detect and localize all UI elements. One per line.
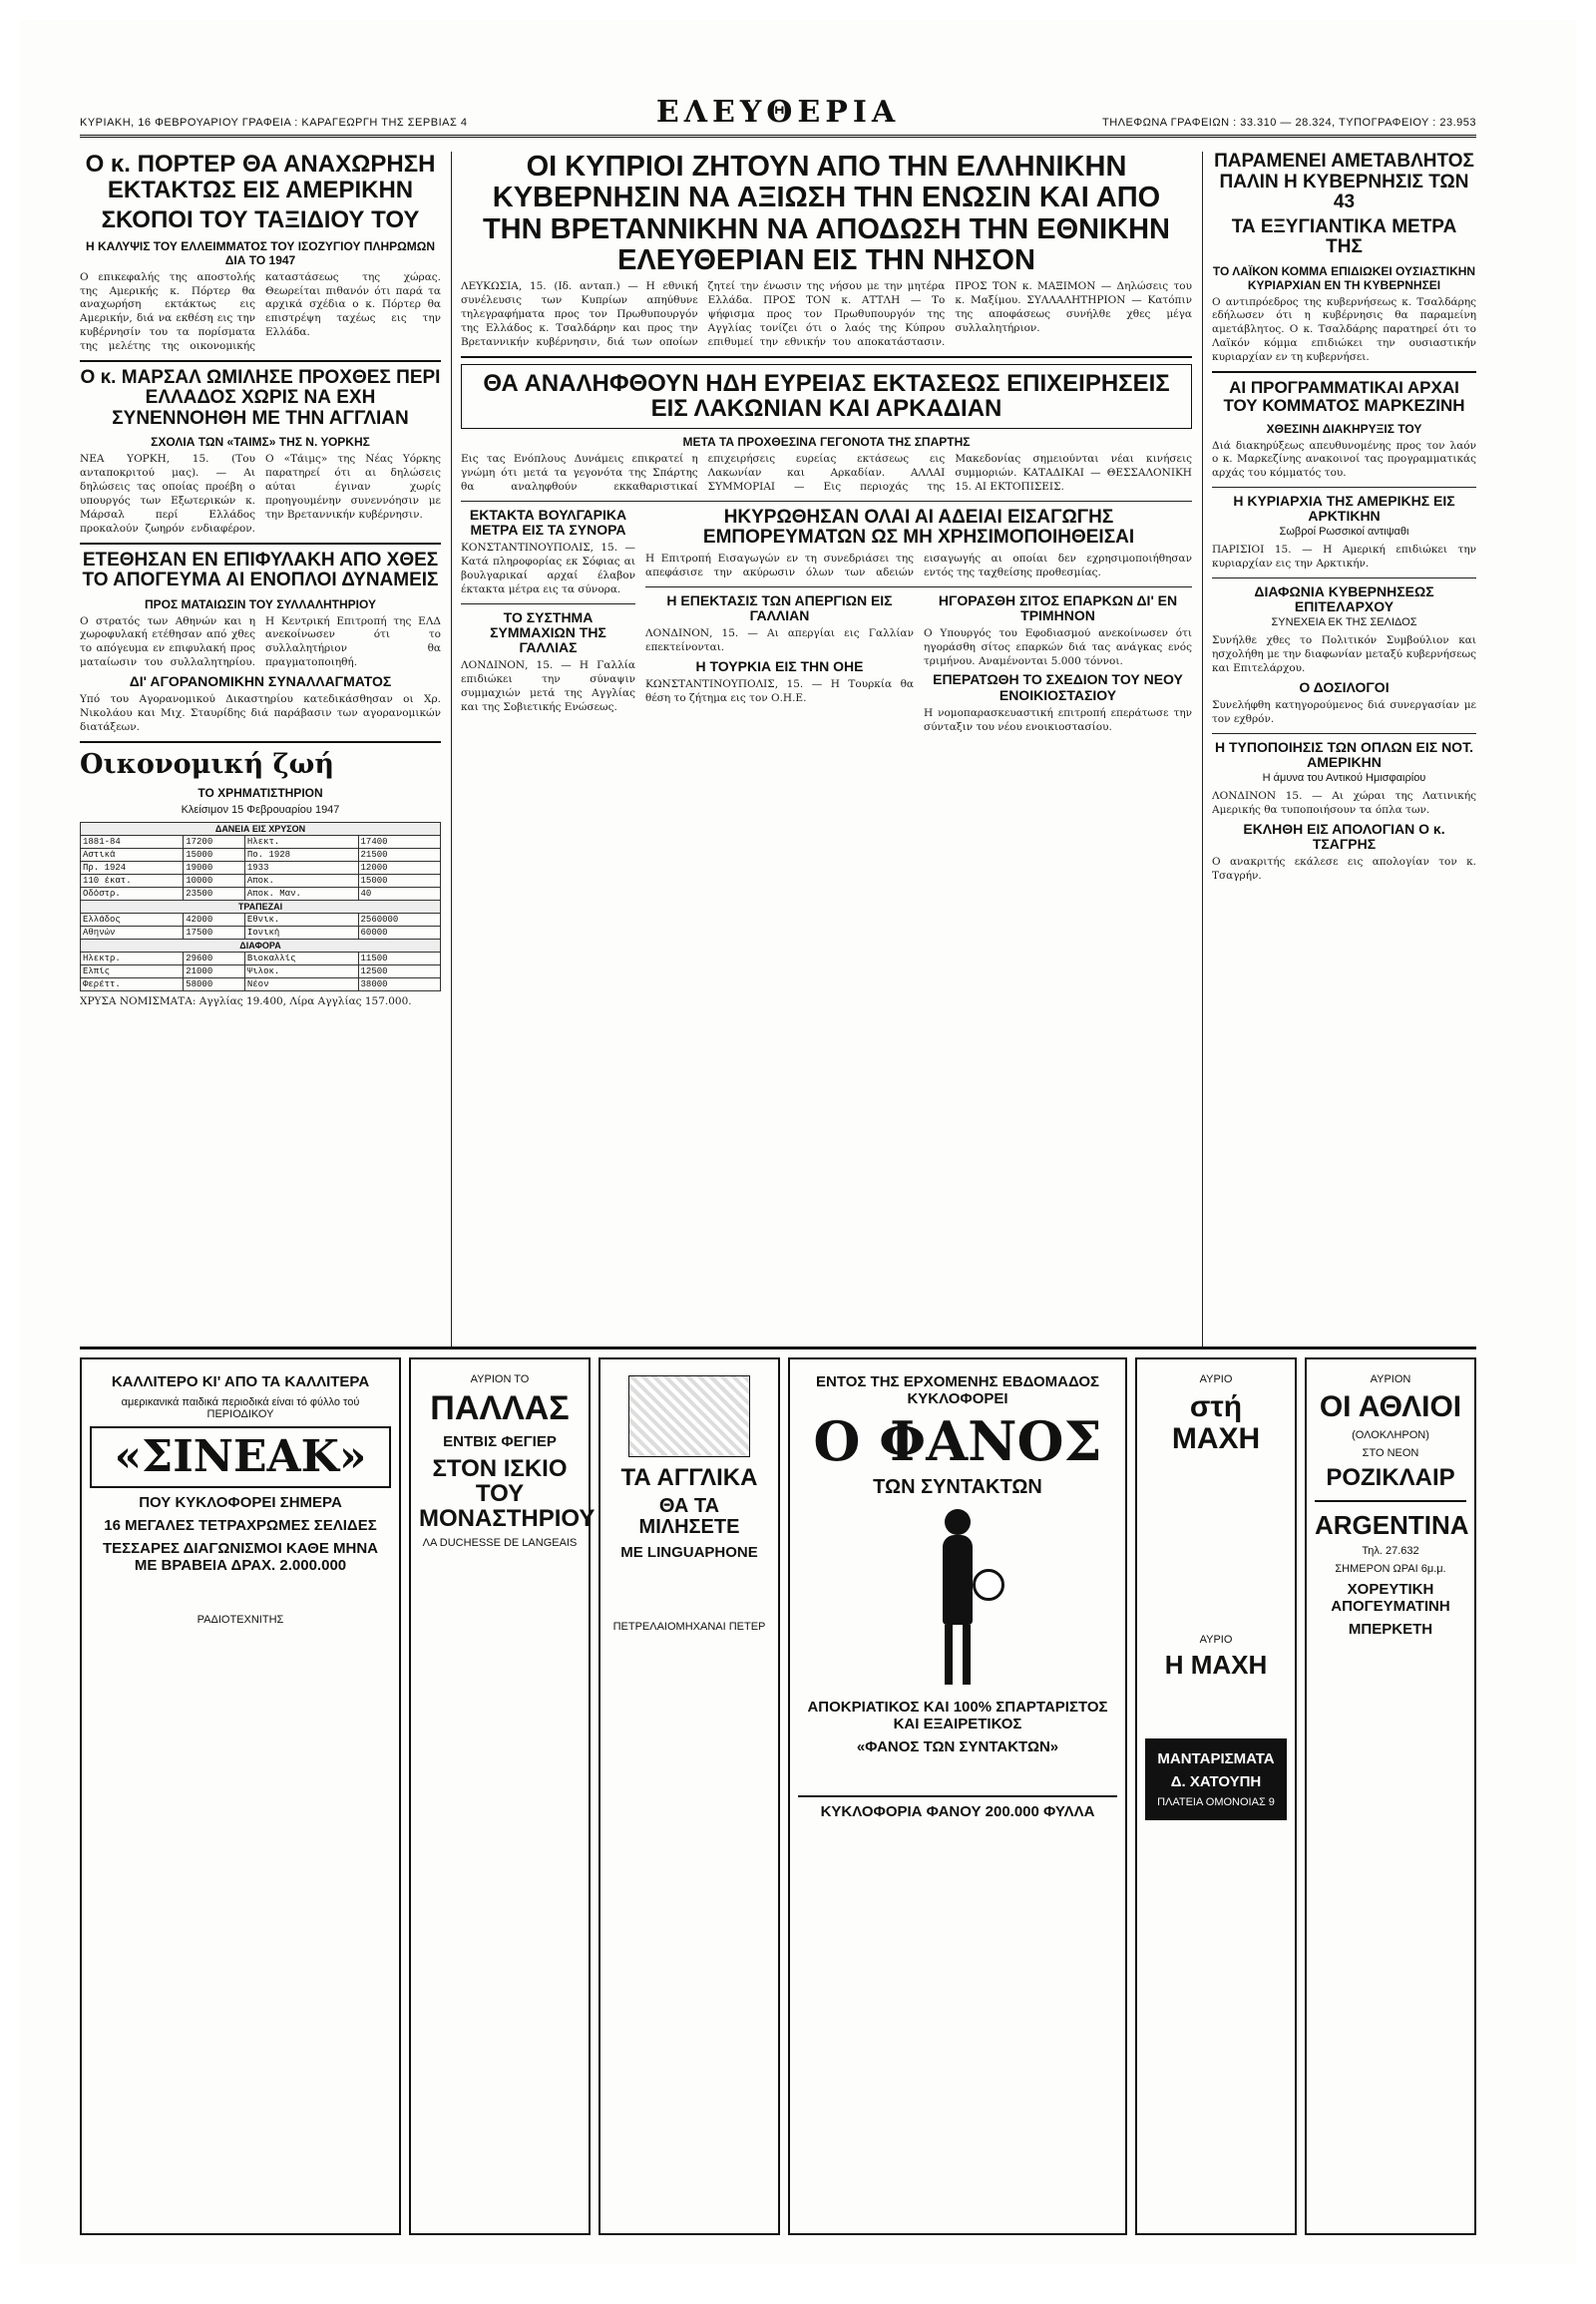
newspaper-page <box>20 20 1576 2264</box>
column-divider <box>451 152 452 1348</box>
table-row <box>81 926 441 939</box>
collaborators-article: Συνελήφθη κατηγορούμενος διά συνεργασίαν με τον εχθρόν. <box>1212 699 1476 725</box>
divider <box>461 356 1192 358</box>
strikes-article: ΛΟΝΔΙΝΟΝ, 15. — Αι απεργίαι εις Γαλλίαν επεκτείνονται. <box>645 626 914 653</box>
tsagris-article: Ο ανακριτής εκάλεσε εις απολογίαν τον κ. Τσαγρήν. <box>1212 855 1476 882</box>
france-article: ΛΟΝΔΙΝΟΝ, 15. — Η Γαλλία επιδιώκει την σύναψιν συμμαχιών μετά της Αγγλίας και της Σοβιετικής Ενώσεως. <box>461 658 635 713</box>
athlioi-tomorrow: ΑΥΡΙΟΝ <box>1370 1373 1411 1385</box>
table-cell: Ηλεκτρ. <box>81 952 184 964</box>
arcadia-article: Εις τας Ενόπλους Δυνάμεις επικρατεί η γνώμη ότι μετά τα γεγονότα της Σπάρτης θα αναληφθούν εκκαθαριστικαί επιχειρήσεις ευρείας εκτάσεως εις Λακωνίαν και Αρκαδίαν. ΑΛΛΑΙ ΣΥΜΜΟΡΙΑΙ — Εις περιοχάς της Μακεδονίας σημειούνται νέαι κινήσεις συμμοριών. ΚΑΤΑΔΙΚΑΙ — ΘΕΣΣΑΛΟΝΙΚΗ 15. ΑΙ ΕΚΤΟΠΙΣΕΙΣ. <box>461 453 1192 494</box>
weapons-headline: Η ΤΥΠΟΠΟΙΗΣΙΣ ΤΩΝ ΟΠΛΩΝ ΕΙΣ ΝΟΤ. ΑΜΕΡΙΚΗΝ <box>1215 738 1473 770</box>
fanos-name: «ΦΑΝΟΣ ΤΩΝ ΣΥΝΤΑΚΤΩΝ» <box>856 1737 1059 1755</box>
machi-bottom-top: ΑΥΡΙΟ <box>1199 1634 1233 1646</box>
divider <box>1212 577 1476 578</box>
marshall-subheadline: ΣΧΟΛΙΑ ΤΩΝ «ΤΑΙΜΣ» ΤΗΣ Ν. ΥΟΡΚΗΣ <box>151 435 370 450</box>
gov-article: Ο αντιπρόεδρος της κυβερνήσεως κ. Τσαλδάρης εδήλωσεν ότι η κυβέρνησις θα παραμείνη αμετάβλητος. Ο κ. Τσαλδάρης παρατηρεί ότι το Λαϊκόν κόμμα επιδιώκει την ουσιαστικήν κυριαρχίαν εν τη κυβερνήσει. <box>1212 295 1476 364</box>
center-lower <box>461 508 1192 738</box>
divider <box>80 543 441 545</box>
stock-market <box>80 786 441 1009</box>
rent-article: Η νομοπαρασκευαστική επιτροπή επεράτωσε την σύνταξιν του νέου ενοικιοστασίου. <box>924 706 1192 733</box>
sinek-contests: ΤΕΣΣΑΡΕΣ ΔΙΑΓΩΝΙΣΜΟΙ ΚΑΘΕ ΜΗΝΑ ΜΕ ΒΡΑΒΕΙΑ ΔΡΑΧ. 2.000.000 <box>102 1540 379 1575</box>
divider <box>461 603 635 604</box>
table-cell: 10000 <box>184 874 245 887</box>
table-cell: 15000 <box>358 874 440 887</box>
table-cell: Βιοκαλλίς <box>244 952 358 964</box>
table-cell: Ιονική <box>244 926 358 939</box>
athlioi-neo: ΣΤΟ ΝΕΟΝ <box>1362 1446 1419 1459</box>
weapons-subheadline: Η άμυνα του Αντικού Ημισφαιρίου <box>1262 771 1426 784</box>
pallas-title: ΠΑΛΛΑΣ <box>430 1389 570 1427</box>
xatoupis-title: ΜΑΝΤΑΡΙΣΜΑΤΑ <box>1157 1750 1275 1768</box>
table-cell: 60000 <box>358 926 440 939</box>
table-row <box>81 913 441 926</box>
table-cell: 11500 <box>358 952 440 964</box>
table-row <box>81 952 441 964</box>
divider <box>1212 371 1476 373</box>
divider <box>1212 733 1476 734</box>
pallas-ad <box>409 1357 596 2235</box>
xatoupis-ad <box>1145 1738 1287 1820</box>
table-cell: 42000 <box>184 913 245 926</box>
pallas-star: ΕΝΤΒΙΣ ΦΕΓΙΕΡ <box>443 1432 557 1450</box>
table-cell: 40 <box>358 887 440 900</box>
table-row <box>81 848 441 861</box>
masthead <box>80 95 1476 138</box>
strikes-headline: Η ΕΠΕΚΤΑΣΙΣ ΤΩΝ ΑΠΕΡΓΙΩΝ ΕΙΣ ΓΑΛΛΙΑΝ <box>666 591 893 623</box>
sinek-out: ΠΟΥ ΚΥΚΛΟΦΟΡΕΙ ΣΗΜΕΡΑ <box>139 1494 342 1512</box>
fanos-ad <box>788 1357 1127 2235</box>
machi-top: ΑΥΡΙΟ <box>1199 1373 1233 1385</box>
table-cell: 110 έκατ. <box>81 874 184 887</box>
disagreement-headline: ΔΙΑΦΩΝΙΑ ΚΥΒΕΡΝΗΣΕΩΣ ΕΠΙΤΕΛΑΡΧΟΥ <box>1254 583 1434 615</box>
cinema-ad <box>1305 1357 1476 2235</box>
radio-technician: ΡΑΔΙΟΤΕΧΝΙΤΗΣ <box>197 1614 284 1627</box>
markezinis-article: Διά διακηρύξεως απευθυνομένης προς τον λαόν ο κ. Μαρκεζίνης ανακοινοί τας προγραμματικάς αρχάς του κόμματός του. <box>1212 439 1476 480</box>
table-cell: 21500 <box>358 848 440 861</box>
disagreement-subheadline: ΣΥΝΕΧΕΙΑ ΕΚ ΤΗΣ ΣΕΛΙΔΟΣ <box>1271 616 1417 629</box>
column-left <box>80 152 441 1013</box>
engines-note: ΠΕΤΡΕΛΑΙΟΜΗΧΑΝΑΙ ΠΕΤΕΡ <box>612 1621 766 1634</box>
athlioi-cinema: ΡΟΖΙΚΛΑΙΡ <box>1326 1463 1455 1491</box>
table-cell: 21000 <box>184 964 245 977</box>
table-cell: Φερέττ. <box>81 977 184 990</box>
sinek-pages: 16 ΜΕΓΑΛΕΣ ΤΕΤΡΑΧΡΩΜΕΣ ΣΕΛΙΔΕΣ <box>104 1517 377 1535</box>
porter-headline: Ο κ. ΠΟΡΤΕΡ ΘΑ ΑΝΑΧΩΡΗΣΗ ΕΚΤΑΚΤΩΣ ΕΙΣ ΑΜΕΡΙΚΗΝ <box>85 151 436 203</box>
xatoupis-name: Δ. ΧΑΤΟΥΠΗ <box>1170 1773 1262 1791</box>
fanos-sub: ΤΩΝ ΣΥΝΤΑΚΤΩΝ <box>873 1475 1042 1498</box>
divider <box>645 586 1192 587</box>
table-cell: Αστικά <box>81 848 184 861</box>
table-cell: Αποκ. <box>244 874 358 887</box>
table-cell: 29600 <box>184 952 245 964</box>
turkey-headline: Η ΤΟΥΡΚΙΑ ΕΙΣ ΤΗΝ ΟΗΕ <box>695 657 864 674</box>
sinek-title: «ΣΙΝΕΑΚ» <box>90 1426 391 1488</box>
center-lower-right <box>645 508 1192 738</box>
table-row <box>81 874 441 887</box>
gov-headline: ΠΑΡΑΜΕΝΕΙ ΑΜΕΤΑΒΛΗΤΟΣ ΠΑΛΙΝ Η ΚΥΒΕΡΝΗΣΙΣ ΤΩΝ 43 <box>1214 151 1474 213</box>
divider <box>80 741 441 743</box>
divider <box>461 501 1192 502</box>
cyprus-headline: ΟΙ ΚΥΠΡΙΟΙ ΖΗΤΟΥΝ ΑΠΟ ΤΗΝ ΕΛΛΗΝΙΚΗΝ ΚΥΒΕΡΝΗΣΙΝ ΝΑ ΑΞΙΩΣΗ ΤΗΝ ΕΝΩΣΙΝ ΚΑΙ ΑΠΟ ΤΗΝ ΒΡΕΤΑΝΝΙΚΗΝ ΝΑ ΑΠΟΔΩΣΗ ΤΗΝ ΕΘΝΙΚΗΝ ΕΛΕΥΘΕΡΙΑΝ ΕΙΣ ΤΗΝ ΝΗΣΟΝ <box>482 151 1171 276</box>
machi-ad <box>1135 1357 1297 2235</box>
table-cell: 1881-84 <box>81 835 184 848</box>
divider <box>80 360 441 362</box>
table-cell: 12500 <box>358 964 440 977</box>
table-cell: Ψιλοκ. <box>244 964 358 977</box>
argentina-event: ΧΟΡΕΥΤΙΚΗ ΑΠΟΓΕΥΜΑΤΙΝΗ <box>1331 1580 1450 1615</box>
table-cell: 17500 <box>184 926 245 939</box>
stock-table <box>80 822 441 991</box>
arcadia-headline: ΘΑ ΑΝΑΛΗΦΘΟΥΝ ΗΔΗ ΕΥΡΕΙΑΣ ΕΚΤΑΣΕΩΣ ΕΠΙΧΕΙΡΗΣΕΙΣ ΕΙΣ ΛΑΚΩΝΙΑΝ ΚΑΙ ΑΡΚΑΔΙΑΝ <box>483 369 1170 423</box>
marshall-article: ΝΕΑ ΥΟΡΚΗ, 15. (Του ανταποκριτού μας). — Αι δηλώσεις τας οποίας προέβη ο υπουργός των Εξωτερικών κ. Μάρσαλ περί Ελλάδος προκαλούν ζωηρόν ενδιαφέρον. Ο «Τάιμς» της Νέας Υόρκης παρατηρεί ότι αι δηλώσεις αύται έγιναν χωρίς προηγουμένην συνεννόησιν με την Βρεταννικήν κυβέρνησιν. <box>80 453 441 535</box>
table-row <box>81 861 441 874</box>
center-bottom-row <box>645 593 1192 739</box>
wheat-block <box>924 593 1192 739</box>
machi-title: στή ΜΑΧΗ <box>1171 1390 1261 1455</box>
argentina-phone: Τηλ. 27.632 <box>1362 1544 1419 1557</box>
table-cell: Ηλεκτ. <box>244 835 358 848</box>
table-cell: Οδόστρ. <box>81 887 184 900</box>
markezinis-subheadline: ΧΘΕΣΙΝΗ ΔΙΑΚΗΡΥΞΙΣ ΤΟΥ <box>1266 421 1422 436</box>
center-lower-left <box>461 508 635 738</box>
weapons-article: ΛΟΝΔΙΝΟΝ 15. — Αι χώραι της Λατινικής Αμερικής θα τυποποιήσουν τα όπλα των. <box>1212 789 1476 816</box>
arctic-subheadline: Σωβροί Ρωσσικοί αντιψαθι <box>1279 526 1409 539</box>
linguaphone-ad <box>598 1357 780 2235</box>
agoranomia-headline: ΔΙ' ΑΓΟΡΑΝΟΜΙΚΗΝ ΣΥΝΑΛΛΑΓΜΑΤΟΣ <box>129 673 392 690</box>
divider <box>1315 1500 1466 1502</box>
wheat-headline: ΗΓΟΡΑΣΘΗ ΣΙΤΟΣ ΕΠΑΡΚΩΝ ΔΙ' ΕΝ ΤΡΙΜΗΝΟΝ <box>938 591 1178 623</box>
turkey-article: ΚΩΝΣΤΑΝΤΙΝΟΥΠΟΛΙΣ, 15. — Η Τουρκία θα θέση το ζήτημα εις τον Ο.Η.Ε. <box>645 677 914 704</box>
table-row <box>81 835 441 848</box>
porter-subheadline: Η ΚΑΛΥΨΙΣ ΤΟΥ ΕΛΛΕΙΜΜΑΤΟΣ ΤΟΥ ΙΣΟΖΥΓΙΟΥ ΠΛΗΡΩΜΩΝ ΔΙΑ ΤΟ 1947 <box>85 238 436 267</box>
masthead-date-address: ΚΥΡΙΑΚΗ, 16 ΦΕΒΡΟΥΑΡΙΟΥ ΓΡΑΦΕΙΑ : ΚΑΡΑΓΕΩΡΓΗ ΤΗΣ ΣΕΡΒΙΑΣ 4 <box>80 117 468 129</box>
pallas-tomorrow: ΑΥΡΙΟΝ ΤΟ <box>470 1373 530 1385</box>
column-divider <box>1202 152 1203 1348</box>
wheat-article: Ο Υπουργός του Εφοδιασμού ανεκοίνωσεν ότι ηγοράσθη σίτος επαρκών διά τας ανάγκας ενός τριμήνου. Αναμένονται 5.000 τόννοι. <box>924 626 1192 667</box>
collaborators-headline: Ο ΔΟΣΙΛΟΓΟΙ <box>1299 678 1390 695</box>
bulgaria-article: ΚΟΝΣΤΑΝΤΙΝΟΥΠΟΛΙΣ, 15. — Κατά πληροφορίας εκ Σόφιας αι βουλγαρικαί αρχαί έλαβον έκτακτα μέτρα εις τα σύνορα. <box>461 542 635 595</box>
tsagris-headline: ΕΚΛΗΘΗ ΕΙΣ ΑΠΟΛΟΓΙΑΝ Ο κ. ΤΣΑΓΡΗΣ <box>1243 820 1445 852</box>
fanos-note: ΑΠΟΚΡΙΑΤΙΚΟΣ ΚΑΙ 100% ΣΠΑΡΤΑΡΙΣΤΟΣ ΚΑΙ ΕΞΑΙΡΕΤΙΚΟΣ <box>807 1698 1108 1732</box>
table-cell: 38000 <box>358 977 440 990</box>
table-row <box>81 887 441 900</box>
stock-headline: ΤΟ ΧΡΗΜΑΤΙΣΤΗΡΙΟΝ <box>198 785 323 800</box>
fanos-title: Ο ΦΑΝΟΣ <box>813 1409 1102 1473</box>
argentina-today: ΣΗΜΕΡΟΝ ΩΡΑΙ 6μ.μ. <box>1335 1562 1446 1575</box>
rent-headline: ΕΠΕΡΑΤΩΘΗ ΤΟ ΣΧΕΔΙΟΝ ΤΟΥ ΝΕΟΥ ΕΝΟΙΚΙΟΣΤΑΣΙΟΥ <box>933 671 1183 703</box>
agoranomia-article: Υπό του Αγορανομικού Δικαστηρίου κατεδικάσθησαν οι Χρ. Νικολάου και Μιχ. Σταυρίδης διά παράβασιν των αγορανομικών διατάξεων. <box>80 693 441 733</box>
table-cell: Αποκ. Μαν. <box>244 887 358 900</box>
table-cell: 12000 <box>358 861 440 874</box>
imports-headline: ΗΚΥΡΩΘΗΣΑΝ ΟΛΑΙ ΑΙ ΑΔΕΙΑΙ ΕΙΣΑΓΩΓΗΣ ΕΜΠΟΡΕΥΜΑΤΩΝ ΩΣ ΜΗ ΧΡΗΣΙΜΟΠΟΙΗΘΕΙΣΑΙ <box>702 506 1135 549</box>
bank-table-title: ΤΡΑΠΕΖΑΙ <box>81 900 441 913</box>
stock-date: Κλείσιμον 15 Φεβρουαρίου 1947 <box>181 803 340 816</box>
fanos-bottom: ΚΥΚΛΟΦΟΡΙΑ ΦΑΝΟΥ 200.000 ΦΥΛΛΑ <box>798 1795 1117 1820</box>
table-row <box>81 964 441 977</box>
table-cell: 23500 <box>184 887 245 900</box>
athlioi-title: ΟΙ ΑΘΛΙΟΙ <box>1319 1390 1462 1423</box>
table-cell: 17400 <box>358 835 440 848</box>
table-cell: Πο. 1928 <box>244 848 358 861</box>
stock-table-title: ΔΑΝΕΙΑ ΕΙΣ ΧΡΥΣΟΝ <box>81 822 441 835</box>
table-cell: 1933 <box>244 861 358 874</box>
fanos-top: ΕΝΤΟΣ ΤΗΣ ΕΡΧΟΜΕΝΗΣ ΕΒΔΟΜΑΔΟΣ ΚΥΚΛΟΦΟΡΕΙ <box>815 1373 1099 1407</box>
strikes-block <box>645 593 914 739</box>
pallas-film: ΣΤΟΝ ΙΣΚΙΟ ΤΟΥ ΜΟΝΑΣΤΗΡΙΟΥ <box>419 1454 596 1533</box>
arcadia-subheadline: ΜΕΤΑ ΤΑ ΠΡΟΧΘΕΣΙΝΑ ΓΕΓΟΝΟΤΑ ΤΗΣ ΣΠΑΡΤΗΣ <box>682 435 971 450</box>
gov-headline-2: ΤΑ ΕΞΥΓΙΑΝΤΙΚΑ ΜΕΤΡΑ ΤΗΣ <box>1231 215 1457 258</box>
english-brand: ΜΕ LINGUAPHONE <box>620 1544 758 1562</box>
marshall-headline: Ο κ. ΜΑΡΣΑΛ ΩΜΙΛΗΣΕ ΠΡΟΧΘΕΣ ΠΕΡΙ ΕΛΛΑΔΟΣ ΧΩΡΙΣ ΝΑ ΕΧΗ ΣΥΝΕΝΝΟΗΘΗ ΜΕ ΤΗΝ ΑΓΓΛΙΑΝ <box>80 366 441 429</box>
globe-icon <box>628 1375 750 1457</box>
gold-coins-note: ΧΡΥΣΑ ΝΟΜΙΣΜΑΤΑ: Αγγλίας 19.400, Λίρα Αγγλίας 157.000. <box>80 994 412 1007</box>
economy-section-title: Οικονομική ζωή <box>80 748 334 780</box>
table-cell: Πρ. 1924 <box>81 861 184 874</box>
english-sub: ΘΑ ΤΑ ΜΙΛΗΣΕΤΕ <box>638 1495 740 1539</box>
arcadia-box <box>461 364 1192 430</box>
column-right <box>1212 152 1476 888</box>
disagreement-article: Συνήλθε χθες το Πολιτικόν Συμβούλιον και ησχολήθη με την διαφωνίαν μεταξύ κυβερνήσεως και Επιτελάρχου. <box>1212 634 1476 675</box>
table-cell: Ελλάδος <box>81 913 184 926</box>
arrest-article: Ο στρατός των Αθηνών και η χωροφυλακή ετέθησαν από χθες το απόγευμα εν επιφυλακή προς ματαίωσιν του συλλαλητηρίου. Η Κεντρική Επιτροπή της ΕΛΔ ανεκοίνωσεν ότι το συλλαλητήριον θα πραγματοποιηθή. <box>80 614 441 669</box>
arrest-headline: ΕΤΕΘΗΣΑΝ ΕΝ ΕΠΙΦΥΛΑΚΗ ΑΠΟ ΧΘΕΣ ΤΟ ΑΠΟΓΕΥΜΑ ΑΙ ΕΝΟΠΛΟΙ ΔΥΝΑΜΕΙΣ <box>82 549 439 591</box>
newspaper-title: ΕΛΕΥΘΕΡΙΑ <box>655 95 901 130</box>
lantern-figure-icon <box>913 1509 1002 1689</box>
arctic-article: ΠΑΡΙΣΙΟΙ 15. — Η Αμερική επιδιώκει την κυριαρχίαν εις την Αρκτικήν. <box>1212 544 1476 571</box>
xatoupis-address: ΠΛΑΤΕΙΑ ΟΜΟΝΟΙΑΣ 9 <box>1157 1796 1275 1809</box>
bulgaria-headline: ΕΚΤΑΚΤΑ ΒΟΥΛΓΑΡΙΚΑ ΜΕΤΡΑ ΕΙΣ ΤΑ ΣΥΝΟΡΑ <box>469 506 627 539</box>
table-cell: 15000 <box>184 848 245 861</box>
markezinis-headline: ΑΙ ΠΡΟΓΡΑΜΜΑΤΙΚΑΙ ΑΡΧΑΙ ΤΟΥ ΚΟΜΜΑΤΟΣ ΜΑΡΚΕΖΙΝΗ <box>1223 377 1465 416</box>
column-center <box>461 152 1192 738</box>
table-cell: 19000 <box>184 861 245 874</box>
table-cell: Αθηνών <box>81 926 184 939</box>
porter-article: Ο επικεφαλής της αποστολής της Αμερικής κ. Πόρτερ θα αναχωρήση εκτάκτως εις Αμερικήν, διά να εκθέση εις την κυβέρνησίν του τα πορίσματα της μελέτης της οικονομικής καταστάσεως της χώρας. Θεωρείται πιθανόν ότι παρά τα αρχικά σχέδια ο κ. Πόρτερ θα επιστρέψη ταχέως εις την Ελλάδα. <box>80 270 441 353</box>
table-cell: Νέον <box>244 977 358 990</box>
misc-table-title: ΔΙΑΦΟΡΑ <box>81 939 441 952</box>
table-cell: Ελπίς <box>81 964 184 977</box>
pallas-second-film: ΛΑ DUCHESSE DE LANGEAIS <box>422 1537 578 1550</box>
sinek-sub: αμερικανικά παιδικά περιοδικά είναι τό φύλλο τού ΠΕΡΙΟΔΙΚΟΥ <box>121 1396 360 1420</box>
table-row <box>81 977 441 990</box>
argentina-title: ARGENTINA <box>1315 1509 1469 1540</box>
table-cell: Εθνικ. <box>244 913 358 926</box>
machi-bottom: Η ΜΑΧΗ <box>1164 1650 1268 1680</box>
gov-subheadline: ΤΟ ΛΑΪΚΟΝ ΚΟΜΜΑ ΕΠΙΔΙΩΚΕΙ ΟΥΣΙΑΣΤΙΚΗΝ ΚΥΡΙΑΡΧΙΑΝ ΕΝ ΤΗ ΚΥΒΕΡΝΗΣΕΙ <box>1212 263 1476 292</box>
sinek-top: ΚΑΛΛΙΤΕΡΟ ΚΙ' ΑΠΟ ΤΑ ΚΑΛΛΙΤΕΡΑ <box>111 1373 370 1390</box>
arctic-headline: Η ΚΥΡΙΑΡΧΙΑ ΤΗΣ ΑΜΕΡΙΚΗΣ ΕΙΣ ΑΡΚΤΙΚΗΝ <box>1233 493 1455 525</box>
sinek-ad <box>80 1357 401 2235</box>
table-cell: 17200 <box>184 835 245 848</box>
porter-headline-2: ΣΚΟΠΟΙ ΤΟΥ ΤΑΞΙΔΙΟΥ ΤΟΥ <box>101 205 420 233</box>
argentina-orchestra: ΜΠΕΡΚΕΤΗ <box>1348 1620 1433 1638</box>
athlioi-sub: (ΟΛΟΚΛΗΡΟΝ) <box>1352 1428 1429 1441</box>
advertisements-band <box>80 1346 1476 2247</box>
masthead-phones: ΤΗΛΕΦΩΝΑ ΓΡΑΦΕΙΩΝ : 33.310 — 28.324, ΤΥΠΟΓΡΑΦΕΙΟΥ : 23.953 <box>1102 117 1476 129</box>
divider <box>1212 487 1476 488</box>
france-headline: ΤΟ ΣΥΣΤΗΜΑ ΣΥΜΜΑΧΙΩΝ ΤΗΣ ΓΑΛΛΙΑΣ <box>490 608 606 655</box>
english-title: ΤΑ ΑΓΓΛΙΚΑ <box>620 1464 758 1491</box>
table-cell: 2560000 <box>358 913 440 926</box>
table-cell: 58000 <box>184 977 245 990</box>
arrest-subheadline: ΠΡΟΣ ΜΑΤΑΙΩΣΙΝ ΤΟΥ ΣΥΛΛΑΛΗΤΗΡΙΟΥ <box>144 596 377 611</box>
imports-article: Η Επιτροπή Εισαγωγών εν τη συνεδριάσει της απεφάσισε την ακύρωσιν όλων των αδειών εισαγωγής αι οποίαι δεν εχρησιμοποιήθησαν εντός της ταχθείσης προθεσμίας. <box>645 552 1192 578</box>
cyprus-article: ΛΕΥΚΩΣΙΑ, 15. (Ιδ. ανταπ.) — Η εθνική συνέλευσις των Κυπρίων απηύθυνε τηλεγραφήματα προς τον Πρωθυπουργόν της Ελλάδος κ. Τσαλδάρην και προς την Βρεταννικήν κυβέρνησιν, διά των οποίων ζητεί την ένωσιν της νήσου με την μητέρα Ελλάδα. ΠΡΟΣ ΤΟΝ κ. ΑΤΤΛΗ — Το ψήφισμα προς τον Πρωθυπουργόν της Αγγλίας τονίζει ότι ο λαός της Κύπρου επιθυμεί την εθνικήν του αποκατάστασιν. ΠΡΟΣ ΤΟΝ κ. ΜΑΞΙΜΟΝ — Δηλώσεις του κ. Μαξίμου. ΣΥΛΛΑΛΗΤΗΡΙΟΝ — Κατόπιν της αποφάσεως συνήλθε χθες μέγα συλλαλητήριον. <box>461 280 1192 348</box>
